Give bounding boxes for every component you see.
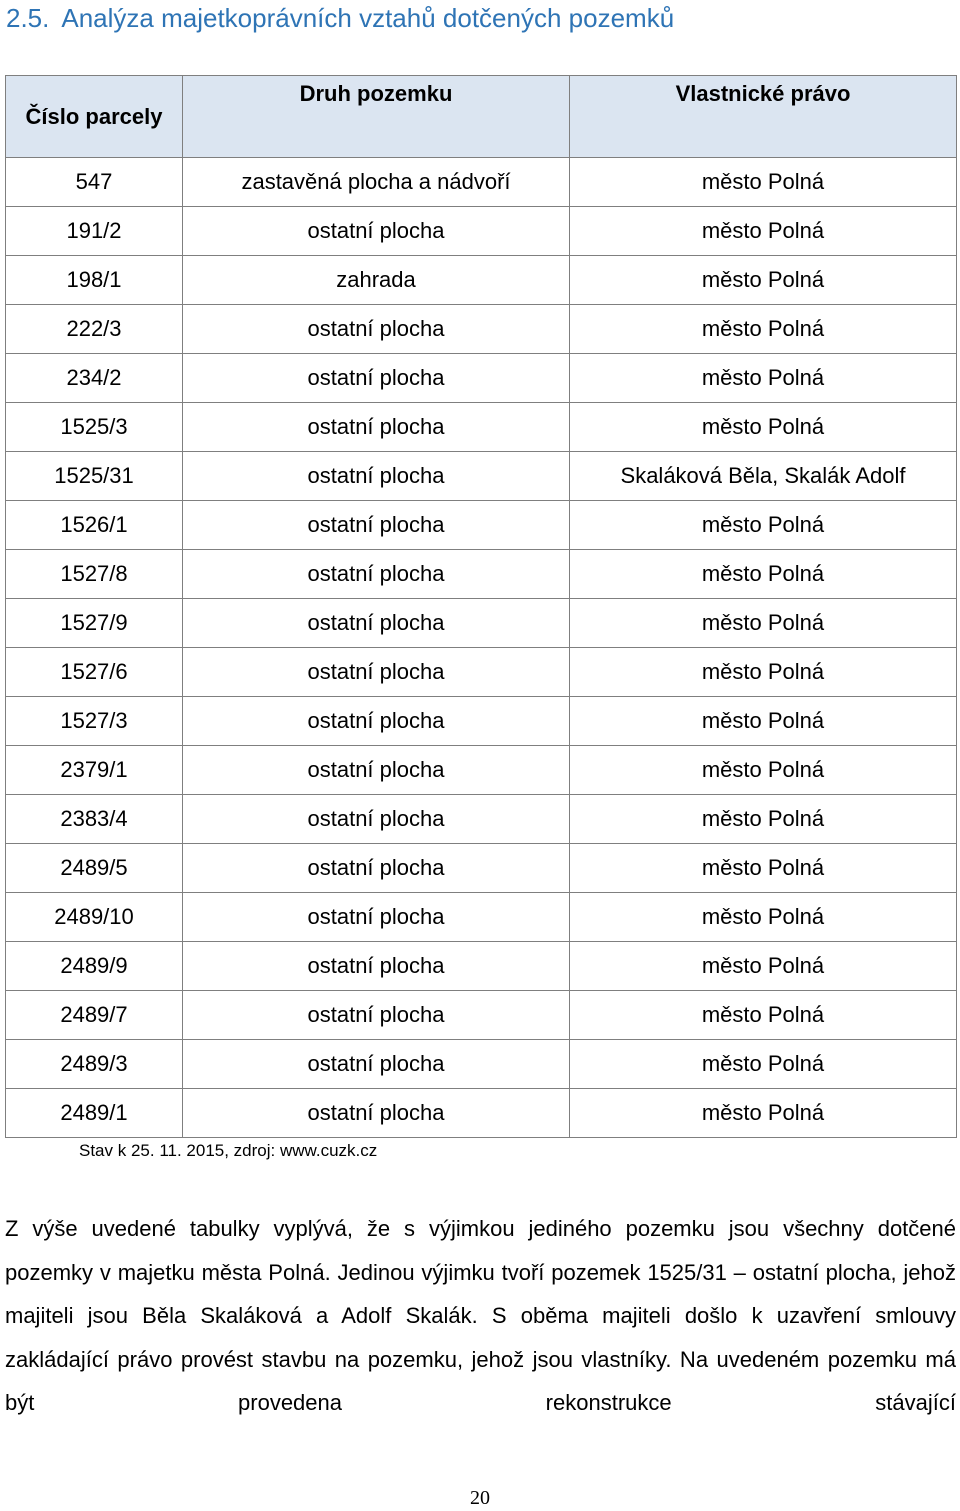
table-row: [6, 256, 957, 305]
page-number: 20: [470, 1487, 490, 1509]
cell-parcel-number: 234/2: [6, 354, 183, 403]
cell-owner: město Polná: [570, 1040, 957, 1089]
table-row: [6, 1089, 957, 1138]
cell-owner: město Polná: [570, 942, 957, 991]
body-paragraph: Z výše uvedené tabulky vyplývá, že s výjimkou jediného pozemku jsou všechny dotčené pozemky v majetku města Polná. Jedinou výjimku tvoří pozemek 1525/31 – ostatní plocha, jehož majiteli jsou Běla Skaláková a Adolf Skalák. S oběma majiteli došlo k uzavření smlouvy zakládající právo provést stavbu na pozemku, jehož jsou vlastníky. Na uvedeném pozemku má být provedena rekonstrukce stávající: [5, 1216, 956, 1416]
cell-owner: město Polná: [570, 795, 957, 844]
cell-parcel-number: 1525/3: [6, 403, 183, 452]
cell-owner: město Polná: [570, 991, 957, 1040]
cell-owner: město Polná: [570, 158, 957, 207]
table-row: [6, 795, 957, 844]
cell-owner: město Polná: [570, 501, 957, 550]
table-row: [6, 550, 957, 599]
header-ownership: Vlastnické právo: [570, 76, 957, 158]
table-header-row: [6, 76, 957, 158]
cell-land-type: ostatní plocha: [183, 1040, 570, 1089]
section-number: 2.5.: [6, 3, 50, 33]
cell-owner: město Polná: [570, 305, 957, 354]
table-row: [6, 697, 957, 746]
cell-land-type: ostatní plocha: [183, 991, 570, 1040]
cell-parcel-number: 191/2: [6, 207, 183, 256]
cell-owner: město Polná: [570, 844, 957, 893]
cell-owner: město Polná: [570, 550, 957, 599]
cell-land-type: ostatní plocha: [183, 501, 570, 550]
cell-parcel-number: 2383/4: [6, 795, 183, 844]
table-row: [6, 648, 957, 697]
cell-owner: město Polná: [570, 893, 957, 942]
section-heading: [6, 0, 674, 36]
cell-land-type: zahrada: [183, 256, 570, 305]
section-title: Analýza majetkoprávních vztahů dotčených pozemků: [61, 3, 675, 33]
table-row: [6, 158, 957, 207]
cell-parcel-number: 1526/1: [6, 501, 183, 550]
cell-land-type: ostatní plocha: [183, 648, 570, 697]
cell-parcel-number: 2489/10: [6, 893, 183, 942]
cell-owner: město Polná: [570, 697, 957, 746]
table-source-note: Stav k 25. 11. 2015, zdroj: www.cuzk.cz: [79, 1141, 378, 1160]
header-parcel-number: Číslo parcely: [6, 76, 183, 158]
cell-land-type: ostatní plocha: [183, 403, 570, 452]
cell-parcel-number: 222/3: [6, 305, 183, 354]
cell-parcel-number: 1527/3: [6, 697, 183, 746]
cell-land-type: ostatní plocha: [183, 599, 570, 648]
table-row: [6, 501, 957, 550]
cell-parcel-number: 1527/8: [6, 550, 183, 599]
cell-parcel-number: 1527/9: [6, 599, 183, 648]
cell-land-type: ostatní plocha: [183, 354, 570, 403]
cell-land-type: ostatní plocha: [183, 305, 570, 354]
cell-owner: Skaláková Běla, Skalák Adolf: [570, 452, 957, 501]
cell-parcel-number: 2379/1: [6, 746, 183, 795]
cell-owner: město Polná: [570, 648, 957, 697]
cell-owner: město Polná: [570, 403, 957, 452]
parcels-table: [5, 75, 957, 1138]
cell-land-type: ostatní plocha: [183, 1089, 570, 1138]
table-row: [6, 893, 957, 942]
table-row: [6, 942, 957, 991]
cell-parcel-number: 2489/5: [6, 844, 183, 893]
table-row: [6, 844, 957, 893]
cell-owner: město Polná: [570, 746, 957, 795]
cell-land-type: ostatní plocha: [183, 697, 570, 746]
table-row: [6, 991, 957, 1040]
cell-parcel-number: 1525/31: [6, 452, 183, 501]
cell-owner: město Polná: [570, 256, 957, 305]
cell-parcel-number: 2489/7: [6, 991, 183, 1040]
cell-land-type: ostatní plocha: [183, 550, 570, 599]
cell-parcel-number: 547: [6, 158, 183, 207]
cell-owner: město Polná: [570, 599, 957, 648]
cell-parcel-number: 2489/3: [6, 1040, 183, 1089]
cell-parcel-number: 1527/6: [6, 648, 183, 697]
table-row: [6, 354, 957, 403]
table-row: [6, 207, 957, 256]
cell-land-type: ostatní plocha: [183, 893, 570, 942]
table-row: [6, 746, 957, 795]
cell-parcel-number: 2489/9: [6, 942, 183, 991]
header-land-type: Druh pozemku: [183, 76, 570, 158]
cell-parcel-number: 2489/1: [6, 1089, 183, 1138]
cell-land-type: ostatní plocha: [183, 207, 570, 256]
table-row: [6, 452, 957, 501]
cell-land-type: zastavěná plocha a nádvoří: [183, 158, 570, 207]
cell-land-type: ostatní plocha: [183, 746, 570, 795]
cell-parcel-number: 198/1: [6, 256, 183, 305]
table-row: [6, 403, 957, 452]
cell-land-type: ostatní plocha: [183, 452, 570, 501]
cell-land-type: ostatní plocha: [183, 844, 570, 893]
table-row: [6, 599, 957, 648]
table-row: [6, 305, 957, 354]
cell-land-type: ostatní plocha: [183, 795, 570, 844]
cell-land-type: ostatní plocha: [183, 942, 570, 991]
table-row: [6, 1040, 957, 1089]
cell-owner: město Polná: [570, 1089, 957, 1138]
cell-owner: město Polná: [570, 207, 957, 256]
cell-owner: město Polná: [570, 354, 957, 403]
